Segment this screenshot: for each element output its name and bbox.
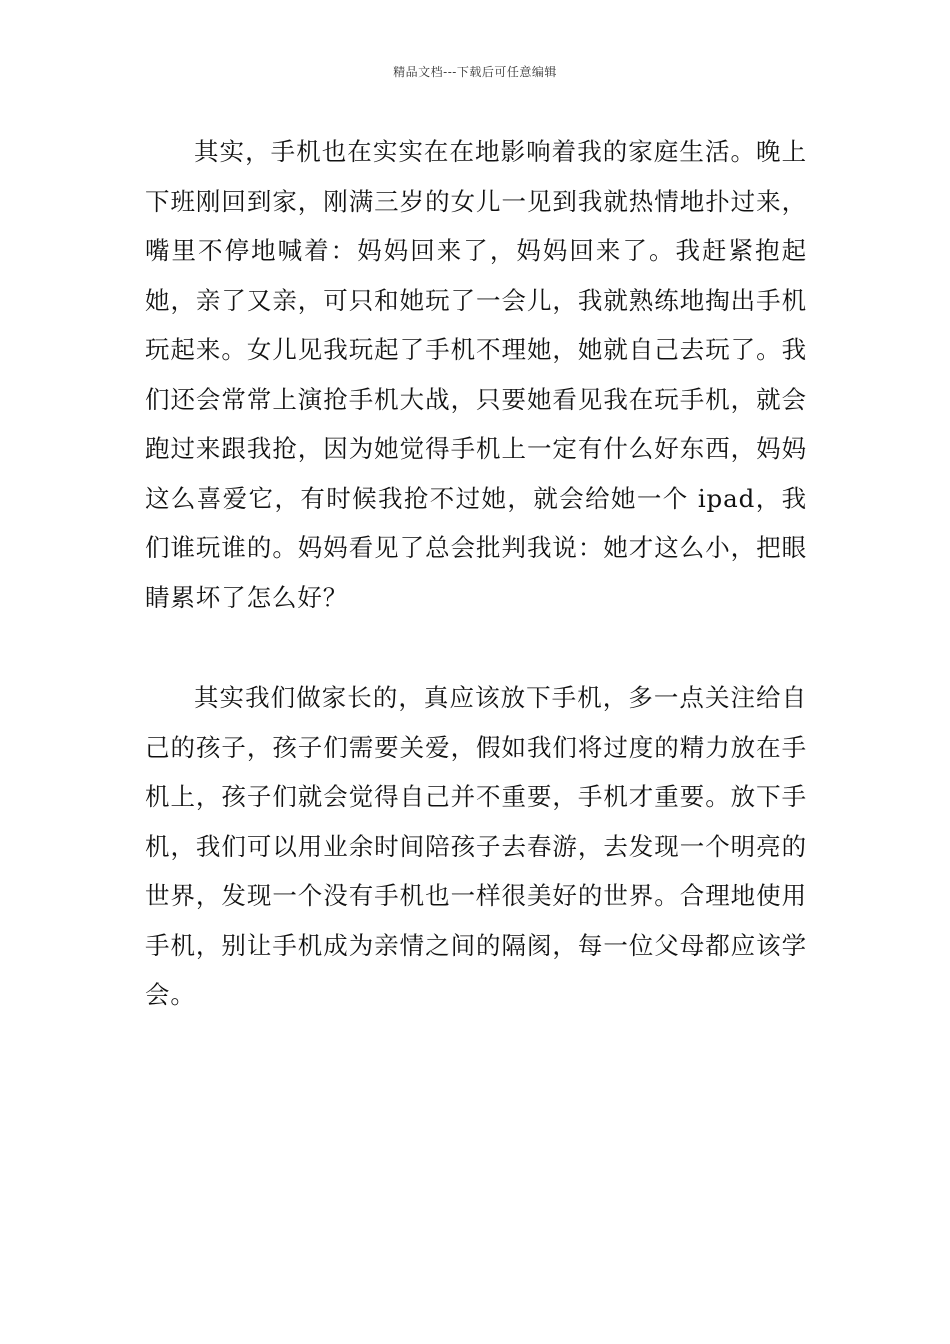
body-paragraph-1: 其实，手机也在实实在在地影响着我的家庭生活。晚上下班刚回到家，刚满三岁的女儿一见到我就热情地扑过来，嘴里不停地喊着：妈妈回来了，妈妈回来了。我赶紧抱起她，亲了又亲，可只和她玩了一会儿，我就熟练地掏出手机玩起来。女儿见我玩起了手机不理她，她就自己去玩了。我们还会常常上演抢手机大战，只要她看见我在玩手机，就会跑过来跟我抢，因为她觉得手机上一定有什么好东西，妈妈这么喜爱它，有时候我抢不过她，就会给她一个 ipad，我们谁玩谁的。妈妈看见了总会批判我说：她才这么小，把眼睛累坏了怎么好？ (145, 137, 807, 612)
page-header: 精品文档---下载后可任意编辑 (393, 65, 557, 79)
body-paragraph-2: 其实我们做家长的，真应该放下手机，多一点关注给自己的孩子，孩子们需要关爱，假如我们将过度的精力放在手机上，孩子们就会觉得自己并不重要，手机才重要。放下手机，我们可以用业余时间陪孩子去春游，去发现一个明亮的世界，发现一个没有手机也一样很美好的世界。合理地使用手机，别让手机成为亲情之间的隔阂，每一位父母都应该学会。 (145, 683, 807, 1009)
